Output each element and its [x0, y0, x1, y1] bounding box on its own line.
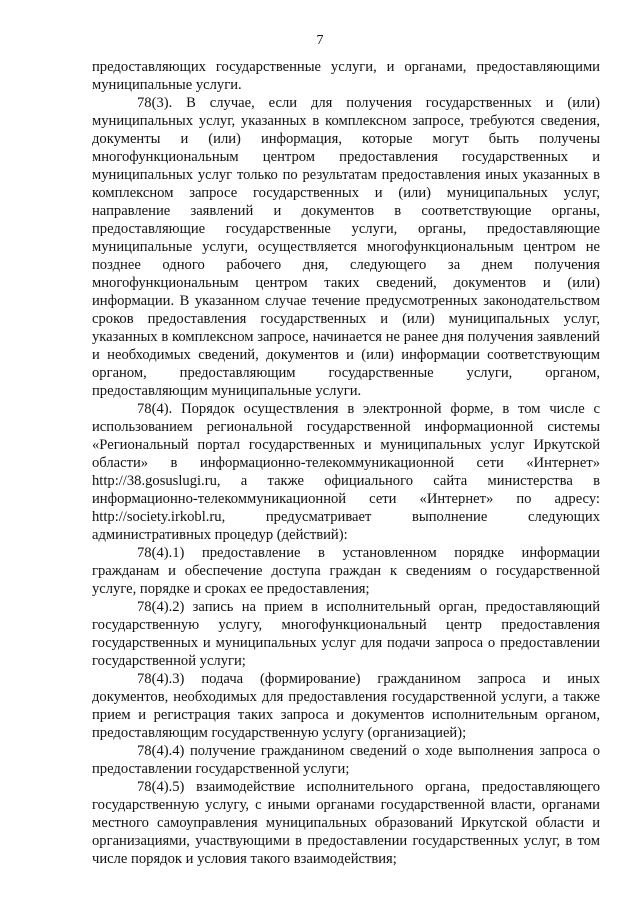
page-number: 7: [316, 33, 324, 48]
paragraph-78-4-3: 78(4).3) подача (формирование) гражданином запроса и иных документов, необходимых для предоставления государственной услуги, а также прием и регистрация таких запроса и документов исполнительным органом, предоставляющим государственную услугу (организацией);: [92, 671, 600, 741]
paragraph-78-4: 78(4). Порядок осуществления в электронной форме, в том числе с использованием региональной государственной информационной системы «Региональный портал государственных и муниципальных услуг Иркутской области» в информационно-телекоммуникационной сети «Интернет» http://38.gosuslugi.ru, а также официального сайта министерства в информационно-телекоммуникационной сети «Интернет» по адресу: http://society.irkobl.ru, предусматривает выполнение следующих административных процедур (действий):: [92, 401, 600, 543]
paragraph-78-4-4: 78(4).4) получение гражданином сведений о ходе выполнения запроса о предоставлении государственной услуги;: [92, 743, 600, 777]
document-body: [92, 58, 600, 868]
paragraph-78-4-5: 78(4).5) взаимодействие исполнительного органа, предоставляющего государственную услугу, с иными органами государственной власти, органами местного самоуправления муниципальных образований Иркутской области и организациями, участвующими в предоставлении государственных услуг, в том числе порядок и условия такого взаимодействия;: [92, 779, 600, 867]
paragraph-continuation: предоставляющих государственные услуги, и органами, предоставляющими муниципальные услуги.: [92, 59, 600, 93]
paragraph-78-3: 78(3). В случае, если для получения государственных и (или) муниципальных услуг, указанных в комплексном запросе, требуются сведения, документы и (или) информация, которые могут быть получены многофункциональным центром предоставления государственных и муниципальных услуг только по результатам предоставления иных указанных в комплексном запросе государственных и (или) муниципальных услуг, направление заявлений и документов в соответствующие органы, предоставляющие государственные услуги, органы, предоставляющие муниципальные услуги, осуществляется многофункциональным центром не позднее одного рабочего дня, следующего за днем получения многофункциональным центром таких сведений, документов и (или) информации. В указанном случае течение предусмотренных законодательством сроков предоставления государственных и (или) муниципальных услуг, указанных в комплексном запросе, начинается не ранее дня получения заявлений и необходимых сведений, документов и (или) информации соответствующим органом, предоставляющим государственные услуги, органом, предоставляющим муниципальные услуги.: [92, 95, 600, 399]
paragraph-78-4-2: 78(4).2) запись на прием в исполнительный орган, предоставляющий государственную услугу, многофункциональный центр предоставления государственных и муниципальных услуг для подачи запроса о предоставлении государственной услуги;: [92, 599, 600, 669]
paragraph-78-4-1: 78(4).1) предоставление в установленном порядке информации гражданам и обеспечение доступа граждан к сведениям о государственной услуге, порядке и сроках ее предоставления;: [92, 545, 600, 597]
